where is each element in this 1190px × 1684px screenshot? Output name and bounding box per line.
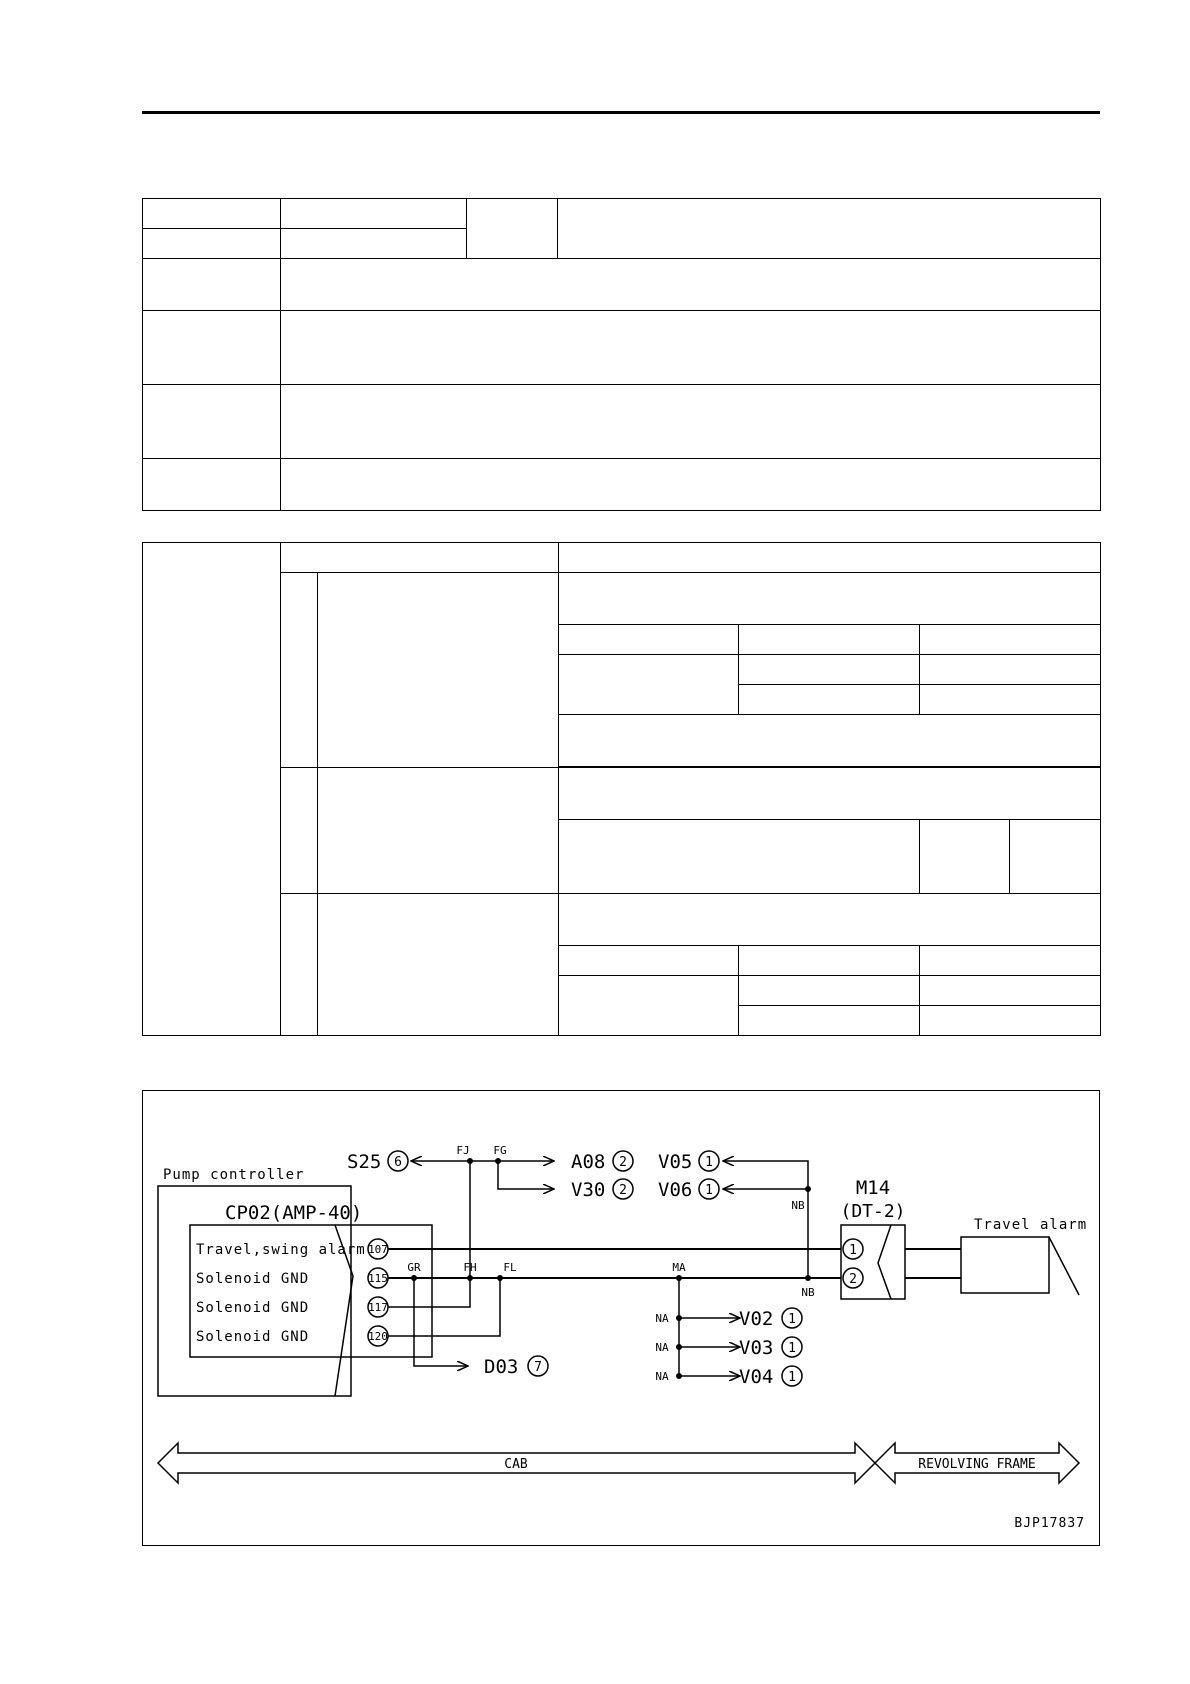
cell [558,199,1101,259]
cell [281,199,467,229]
cell [920,1006,1101,1036]
cell [143,229,281,259]
cell [281,768,318,894]
figure-code: BJP17837 [1014,1516,1085,1531]
wire-nb-v05 [723,1161,808,1278]
cell [559,976,739,1036]
junction-label-ma: MA [672,1261,686,1274]
ref-v06: V06 [658,1179,693,1201]
cell [739,625,920,655]
cell [281,459,1101,511]
pin-number-115: 115 [368,1272,388,1285]
ref-s25: S25 [347,1151,382,1173]
junction-fj [467,1158,473,1164]
cell [143,459,281,511]
junction-label-gr: GR [407,1261,421,1274]
cell [143,385,281,459]
header-rule [142,111,1100,114]
cell [739,976,920,1006]
ref-v30: V30 [571,1179,606,1201]
cell [143,543,281,1036]
cell [143,259,281,311]
junction-na-1 [676,1315,682,1321]
pump-controller-label: Pump controller [163,1167,305,1183]
cell [920,820,1010,894]
cell [920,976,1101,1006]
cell [920,655,1101,685]
ref-v02-pin: 1 [788,1312,796,1327]
revolving-frame-zone-label: REVOLVING FRAME [918,1457,1036,1472]
cell [920,685,1101,715]
cell [143,199,281,229]
pin-name-120: Solenoid GND [196,1329,310,1345]
cell [281,385,1101,459]
junction-gr [411,1275,417,1281]
junction-label-fj: FJ [456,1144,470,1157]
pin-name-117: Solenoid GND [196,1300,310,1316]
pin-name-107: Travel,swing alarm [196,1242,366,1258]
cell [467,199,558,259]
ref-a08: A08 [571,1151,606,1173]
junction-na-3 [676,1373,682,1379]
cell [318,768,559,894]
ref-d03: D03 [484,1356,519,1378]
junction-label-nb-top: NB [791,1199,805,1212]
ref-v05: V05 [658,1151,693,1173]
cell [281,894,318,1036]
connector-m14-shell [878,1225,891,1299]
cell [318,894,559,1036]
cell [559,768,1101,820]
cell [920,946,1101,976]
cell [1010,820,1101,894]
cell [739,655,920,685]
cell [281,311,1101,385]
ref-s25-pin: 6 [394,1155,402,1170]
cell [739,685,920,715]
junction-label-na-2: NA [655,1341,669,1354]
junction-label-fh: FH [463,1261,477,1274]
junction-label-nb-bottom: NB [801,1286,815,1299]
junction-label-na-1: NA [655,1312,669,1325]
junction-fh [467,1275,473,1281]
cell [559,820,920,894]
ref-v04-pin: 1 [788,1370,796,1385]
cell [559,715,1101,767]
cell [739,946,920,976]
pin-number-107: 107 [368,1243,388,1256]
cell [281,573,318,768]
pin-name-115: Solenoid GND [196,1271,310,1287]
connector-m14-pin-2: 2 [849,1272,857,1287]
pin-number-117: 117 [368,1301,388,1314]
cell [739,1006,920,1036]
ref-v02: V02 [739,1308,774,1330]
junction-label-fl: FL [503,1261,517,1274]
ref-v06-pin: 1 [705,1183,713,1198]
connector-m14-type: (DT-2) [840,1201,906,1222]
wire-gr-d03 [414,1278,468,1366]
cell [559,573,1101,625]
junction-nb-top [805,1186,811,1192]
cell [281,259,1101,311]
ref-v30-pin: 2 [619,1183,627,1198]
ref-v05-pin: 1 [705,1155,713,1170]
ref-v03-pin: 1 [788,1341,796,1356]
travel-alarm-label: Travel alarm [974,1217,1088,1233]
cab-zone-label: CAB [504,1457,528,1472]
cell [920,625,1101,655]
cell [143,311,281,385]
junction-fg [495,1158,501,1164]
connector-cp02-label: CP02(AMP-40) [225,1202,363,1224]
failure-info-table [142,198,1101,511]
connector-m14-pin-1: 1 [849,1243,857,1258]
pin-number-120: 120 [368,1330,388,1343]
cell [559,543,1101,573]
wire-117 [388,1161,470,1307]
cause-table [142,542,1101,1036]
ref-v04: V04 [739,1366,774,1388]
ref-a08-pin: 2 [619,1155,627,1170]
junction-nb-bottom [805,1275,811,1281]
cell [559,894,1101,946]
junction-label-fg: FG [493,1144,507,1157]
cell [281,543,559,573]
junction-fl [497,1275,503,1281]
cell [559,655,739,715]
cell [318,573,559,768]
ref-d03-pin: 7 [534,1360,542,1375]
junction-ma [676,1275,682,1281]
wire-fg-v30 [498,1161,554,1189]
cell [281,229,467,259]
ref-v03: V03 [739,1337,774,1359]
connector-m14-name: M14 [855,1177,891,1199]
circuit-diagram [142,1090,1100,1546]
junction-na-2 [676,1344,682,1350]
junction-label-na-3: NA [655,1370,669,1383]
travel-alarm-box [961,1237,1049,1293]
cell [559,625,739,655]
travel-alarm-horn-icon [1049,1237,1079,1295]
cell [559,946,739,976]
